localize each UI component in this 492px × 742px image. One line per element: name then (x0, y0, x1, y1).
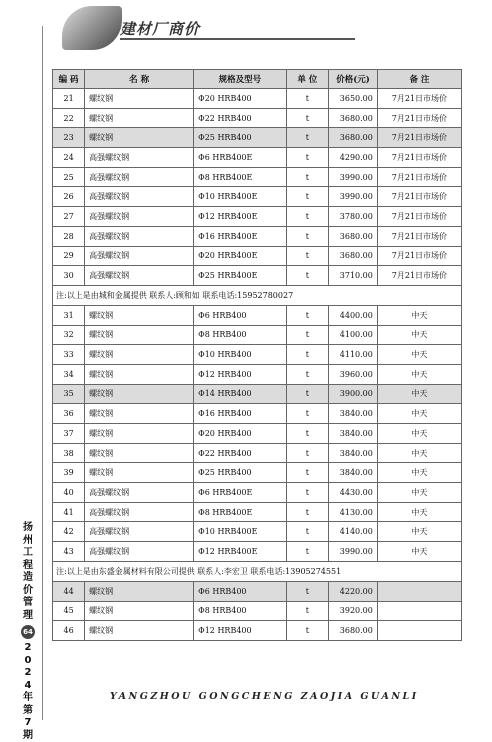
table-row (53, 108, 462, 128)
cell-code: 21 (53, 89, 85, 109)
cell-code: 38 (53, 443, 85, 463)
cell-unit: t (286, 601, 329, 621)
cell-name: 高强螺纹钢 (85, 226, 194, 246)
cell-note: 中天 (377, 305, 461, 325)
cell-note (377, 621, 461, 641)
cell-name: 高强螺纹钢 (85, 246, 194, 266)
col-header-code: 编 码 (53, 70, 85, 89)
cell-note: 中天 (377, 345, 461, 365)
cell-unit: t (286, 266, 329, 286)
supplier-note: 注:以上是由东盛金属材料有限公司提供 联系人:李宏卫 联系电话:13905274551 (53, 561, 462, 581)
cell-code: 42 (53, 522, 85, 542)
magazine-name: 扬 州 工 程 造 价 管 理 (23, 522, 33, 621)
cell-note: 7月21日市场价 (377, 187, 461, 207)
cell-name: 螺纹钢 (85, 345, 194, 365)
section-title: 建材厂商价 (120, 20, 201, 38)
cell-note: 7月21日市场价 (377, 207, 461, 227)
table-row (53, 463, 462, 483)
cell-price: 3680.00 (329, 108, 378, 128)
table-row (53, 502, 462, 522)
cell-price: 3650.00 (329, 89, 378, 109)
cell-name: 高强螺纹钢 (85, 502, 194, 522)
table-row (53, 621, 462, 641)
cell-spec: Φ6 HRB400E (194, 148, 286, 168)
cell-spec: Φ25 HRB400E (194, 266, 286, 286)
cell-note: 中天 (377, 542, 461, 562)
cell-note: 7月21日市场价 (377, 266, 461, 286)
section-header (62, 0, 302, 52)
cell-unit: t (286, 502, 329, 522)
col-header-name: 名 称 (85, 70, 194, 89)
cell-unit: t (286, 226, 329, 246)
cell-name: 高强螺纹钢 (85, 266, 194, 286)
table-row (53, 581, 462, 601)
cell-price: 4140.00 (329, 522, 378, 542)
cell-spec: Φ16 HRB400E (194, 226, 286, 246)
cell-code: 33 (53, 345, 85, 365)
table-row (53, 187, 462, 207)
cell-note: 7月21日市场价 (377, 89, 461, 109)
table-row (53, 305, 462, 325)
cell-code: 34 (53, 364, 85, 384)
cell-note: 7月21日市场价 (377, 108, 461, 128)
table-row (53, 601, 462, 621)
cell-unit: t (286, 207, 329, 227)
cell-note: 中天 (377, 463, 461, 483)
cell-price: 3990.00 (329, 167, 378, 187)
cell-code: 37 (53, 424, 85, 444)
cell-code: 45 (53, 601, 85, 621)
cell-price: 3840.00 (329, 424, 378, 444)
cell-name: 螺纹钢 (85, 89, 194, 109)
header-graphic (62, 6, 122, 50)
cell-code: 22 (53, 108, 85, 128)
cell-price: 3680.00 (329, 246, 378, 266)
page-number: 64 (21, 625, 35, 639)
table-row (53, 483, 462, 503)
cell-code: 24 (53, 148, 85, 168)
table-row (53, 226, 462, 246)
cell-unit: t (286, 89, 329, 109)
cell-name: 高强螺纹钢 (85, 522, 194, 542)
cell-note: 7月21日市场价 (377, 226, 461, 246)
cell-name: 螺纹钢 (85, 108, 194, 128)
cell-spec: Φ8 HRB400 (194, 325, 286, 345)
cell-note: 中天 (377, 522, 461, 542)
table-row (53, 384, 462, 404)
cell-note (377, 581, 461, 601)
cell-name: 螺纹钢 (85, 463, 194, 483)
cell-price: 3990.00 (329, 542, 378, 562)
cell-price: 3900.00 (329, 384, 378, 404)
cell-unit: t (286, 364, 329, 384)
cell-spec: Φ25 HRB400 (194, 128, 286, 148)
cell-spec: Φ8 HRB400E (194, 167, 286, 187)
cell-spec: Φ6 HRB400 (194, 581, 286, 601)
cell-unit: t (286, 463, 329, 483)
cell-name: 螺纹钢 (85, 128, 194, 148)
price-table (52, 69, 462, 641)
cell-spec: Φ10 HRB400E (194, 187, 286, 207)
cell-unit: t (286, 108, 329, 128)
cell-spec: Φ6 HRB400 (194, 305, 286, 325)
cell-note: 中天 (377, 404, 461, 424)
cell-note: 中天 (377, 325, 461, 345)
cell-spec: Φ10 HRB400E (194, 522, 286, 542)
cell-price: 3840.00 (329, 443, 378, 463)
table-header-row (53, 70, 462, 89)
footer-text: YANGZHOU GONGCHENG ZAOJIA GUANLI (110, 691, 419, 702)
cell-code: 35 (53, 384, 85, 404)
cell-name: 高强螺纹钢 (85, 542, 194, 562)
cell-spec: Φ12 HRB400 (194, 621, 286, 641)
table-row (53, 246, 462, 266)
cell-price: 3680.00 (329, 128, 378, 148)
cell-note: 7月21日市场价 (377, 128, 461, 148)
cell-code: 29 (53, 246, 85, 266)
cell-unit: t (286, 128, 329, 148)
cell-name: 螺纹钢 (85, 601, 194, 621)
cell-code: 30 (53, 266, 85, 286)
cell-price: 3680.00 (329, 226, 378, 246)
cell-price: 4290.00 (329, 148, 378, 168)
cell-price: 3960.00 (329, 364, 378, 384)
cell-name: 高强螺纹钢 (85, 483, 194, 503)
supplier-note-row (53, 561, 462, 581)
table-row (53, 128, 462, 148)
cell-spec: Φ20 HRB400E (194, 246, 286, 266)
cell-unit: t (286, 167, 329, 187)
cell-spec: Φ22 HRB400 (194, 443, 286, 463)
col-header-unit: 单 位 (286, 70, 329, 89)
cell-unit: t (286, 345, 329, 365)
cell-code: 36 (53, 404, 85, 424)
cell-code: 40 (53, 483, 85, 503)
table-row (53, 364, 462, 384)
supplier-note: 注:以上是由城和金属提供 联系人:顾和如 联系电话:15952780027 (53, 285, 462, 305)
table-row (53, 89, 462, 109)
cell-unit: t (286, 325, 329, 345)
cell-note: 7月21日市场价 (377, 246, 461, 266)
cell-unit: t (286, 522, 329, 542)
cell-code: 39 (53, 463, 85, 483)
cell-name: 螺纹钢 (85, 443, 194, 463)
cell-spec: Φ10 HRB400 (194, 345, 286, 365)
cell-note: 中天 (377, 502, 461, 522)
table-body (53, 89, 462, 641)
cell-code: 43 (53, 542, 85, 562)
cell-note: 中天 (377, 483, 461, 503)
cell-name: 高强螺纹钢 (85, 207, 194, 227)
cell-note: 7月21日市场价 (377, 148, 461, 168)
cell-unit: t (286, 581, 329, 601)
cell-price: 3680.00 (329, 621, 378, 641)
cell-name: 螺纹钢 (85, 581, 194, 601)
side-label (18, 522, 38, 742)
cell-unit: t (286, 424, 329, 444)
cell-price: 3710.00 (329, 266, 378, 286)
cell-spec: Φ14 HRB400 (194, 384, 286, 404)
cell-code: 31 (53, 305, 85, 325)
cell-code: 26 (53, 187, 85, 207)
cell-name: 螺纹钢 (85, 424, 194, 444)
table-row (53, 148, 462, 168)
cell-spec: Φ16 HRB400 (194, 404, 286, 424)
table-row (53, 404, 462, 424)
col-header-spec: 规格及型号 (194, 70, 286, 89)
cell-price: 3990.00 (329, 187, 378, 207)
cell-price: 3920.00 (329, 601, 378, 621)
cell-price: 3840.00 (329, 463, 378, 483)
cell-unit: t (286, 187, 329, 207)
cell-note: 中天 (377, 424, 461, 444)
table-row (53, 522, 462, 542)
cell-unit: t (286, 305, 329, 325)
cell-unit: t (286, 443, 329, 463)
cell-unit: t (286, 246, 329, 266)
col-header-price: 价格(元) (329, 70, 378, 89)
col-header-note: 备 注 (377, 70, 461, 89)
cell-spec: Φ8 HRB400 (194, 601, 286, 621)
cell-unit: t (286, 384, 329, 404)
cell-name: 高强螺纹钢 (85, 148, 194, 168)
cell-spec: Φ6 HRB400E (194, 483, 286, 503)
cell-code: 46 (53, 621, 85, 641)
cell-note: 7月21日市场价 (377, 167, 461, 187)
cell-unit: t (286, 621, 329, 641)
cell-code: 32 (53, 325, 85, 345)
issue-label: 2 0 2 4 年 第 7 期 (23, 642, 33, 741)
cell-code: 27 (53, 207, 85, 227)
cell-note (377, 601, 461, 621)
cell-code: 44 (53, 581, 85, 601)
table-row (53, 266, 462, 286)
cell-spec: Φ12 HRB400E (194, 542, 286, 562)
cell-spec: Φ20 HRB400 (194, 424, 286, 444)
header-rule (120, 38, 355, 40)
cell-name: 螺纹钢 (85, 404, 194, 424)
cell-spec: Φ12 HRB400 (194, 364, 286, 384)
cell-code: 41 (53, 502, 85, 522)
cell-price: 3840.00 (329, 404, 378, 424)
cell-note: 中天 (377, 364, 461, 384)
cell-price: 4130.00 (329, 502, 378, 522)
cell-spec: Φ25 HRB400 (194, 463, 286, 483)
cell-price: 4110.00 (329, 345, 378, 365)
cell-price: 3780.00 (329, 207, 378, 227)
cell-unit: t (286, 148, 329, 168)
cell-name: 高强螺纹钢 (85, 187, 194, 207)
table-row (53, 167, 462, 187)
side-divider (42, 26, 43, 720)
cell-unit: t (286, 404, 329, 424)
cell-name: 螺纹钢 (85, 305, 194, 325)
cell-price: 4430.00 (329, 483, 378, 503)
cell-name: 螺纹钢 (85, 621, 194, 641)
cell-code: 23 (53, 128, 85, 148)
table-row (53, 424, 462, 444)
table-row (53, 207, 462, 227)
table-row (53, 443, 462, 463)
cell-code: 25 (53, 167, 85, 187)
table-row (53, 542, 462, 562)
cell-spec: Φ20 HRB400 (194, 89, 286, 109)
cell-name: 螺纹钢 (85, 364, 194, 384)
cell-code: 28 (53, 226, 85, 246)
cell-price: 4400.00 (329, 305, 378, 325)
cell-unit: t (286, 483, 329, 503)
cell-price: 4220.00 (329, 581, 378, 601)
table-row (53, 345, 462, 365)
cell-spec: Φ8 HRB400E (194, 502, 286, 522)
supplier-note-row (53, 285, 462, 305)
table-row (53, 325, 462, 345)
cell-note: 中天 (377, 384, 461, 404)
cell-name: 高强螺纹钢 (85, 167, 194, 187)
cell-name: 螺纹钢 (85, 325, 194, 345)
cell-name: 螺纹钢 (85, 384, 194, 404)
cell-price: 4100.00 (329, 325, 378, 345)
cell-spec: Φ22 HRB400 (194, 108, 286, 128)
cell-note: 中天 (377, 443, 461, 463)
cell-unit: t (286, 542, 329, 562)
cell-spec: Φ12 HRB400E (194, 207, 286, 227)
